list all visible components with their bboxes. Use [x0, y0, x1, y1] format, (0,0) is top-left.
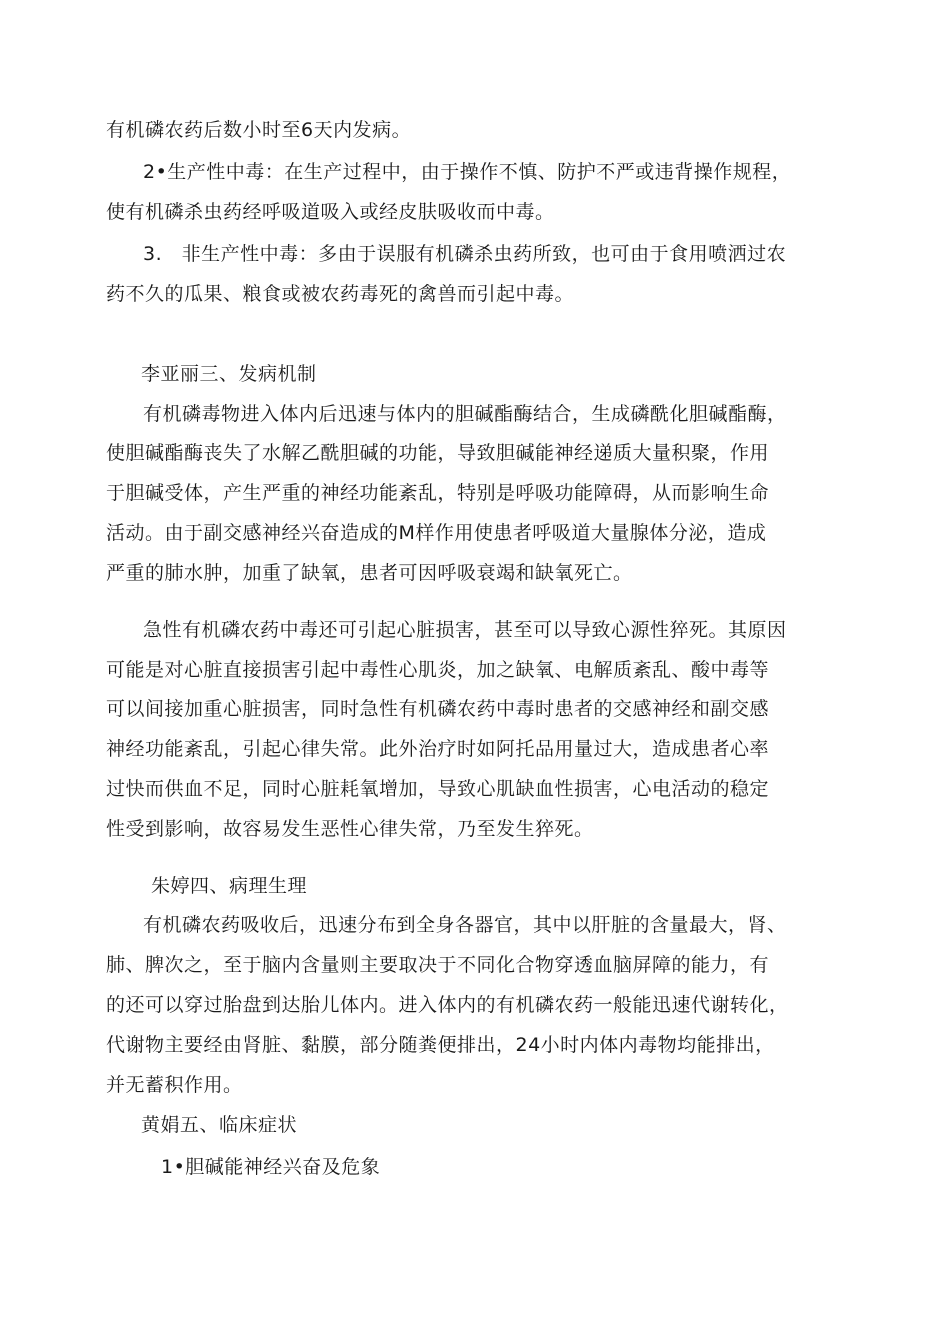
- text-line: 可能是对心脏直接损害引起中毒性心肌炎，加之缺氧、电解质紊乱、酸中毒等: [106, 659, 770, 681]
- text-line: 2•生产性中毒：在生产过程中，由于操作不慎、防护不严或违背操作规程，: [143, 161, 792, 183]
- text-line: 严重的肺水肿，加重了缺氧，患者可因呼吸衰竭和缺氧死亡。: [106, 562, 633, 584]
- text-line: 于胆碱受体，产生严重的神经功能紊乱，特别是呼吸功能障碍，从而影响生命: [106, 482, 770, 504]
- section-heading: 李亚丽三、发病机制: [141, 363, 317, 385]
- text-line: 有机磷毒物进入体内后迅速与体内的胆碱酯酶结合，生成磷酰化胆碱酯酶，: [143, 403, 787, 425]
- text-line: 的还可以穿过胎盘到达胎儿体内。进入体内的有机磷农药一般能迅速代谢转化，: [106, 994, 789, 1016]
- section-heading: 朱婷四、病理生理: [151, 875, 308, 897]
- text-line: 使有机磷杀虫药经呼吸道吸入或经皮肤吸收而中毒。: [106, 201, 555, 223]
- text-line: 神经功能紊乱，引起心律失常。此外治疗时如阿托品用量过大，造成患者心率: [106, 738, 770, 760]
- text-line: 过快而供血不足，同时心脏耗氧增加，导致心肌缺血性损害，心电活动的稳定: [106, 778, 770, 800]
- text-line: 肺、脾次之，至于脑内含量则主要取决于不同化合物穿透血脑屏障的能力，有: [106, 954, 770, 976]
- text-line: 药不久的瓜果、粮食或被农药毒死的禽兽而引起中毒。: [106, 283, 575, 305]
- text-line: 有机磷农药吸收后，迅速分布到全身各器官，其中以肝脏的含量最大，肾、: [143, 914, 787, 936]
- text-line: 有机磷农药后数小时至6天内发病。: [106, 119, 412, 141]
- text-line: 3. 非生产性中毒：多由于误服有机磷杀虫药所致，也可由于食用喷洒过农: [143, 243, 787, 265]
- text-line: 急性有机磷农药中毒还可引起心脏损害，甚至可以导致心源性猝死。其原因: [143, 619, 787, 641]
- section-heading: 黄娟五、临床症状: [141, 1114, 298, 1136]
- subsection-heading: 1•胆碱能神经兴奋及危象: [161, 1156, 381, 1178]
- text-line: 可以间接加重心脏损害，同时急性有机磷农药中毒时患者的交感神经和副交感: [106, 698, 770, 720]
- text-line: 性受到影响，故容易发生恶性心律失常，乃至发生猝死。: [106, 818, 594, 840]
- text-line: 使胆碱酯酶丧失了水解乙酰胆碱的功能，导致胆碱能神经递质大量积聚，作用: [106, 442, 770, 464]
- text-line: 活动。由于副交感神经兴奋造成的M样作用使患者呼吸道大量腺体分泌，造成: [106, 522, 767, 544]
- text-line: 并无蓄积作用。: [106, 1074, 243, 1096]
- text-line: 代谢物主要经由肾脏、黏膜，部分随粪便排出，24小时内体内毒物均能排出，: [106, 1034, 775, 1056]
